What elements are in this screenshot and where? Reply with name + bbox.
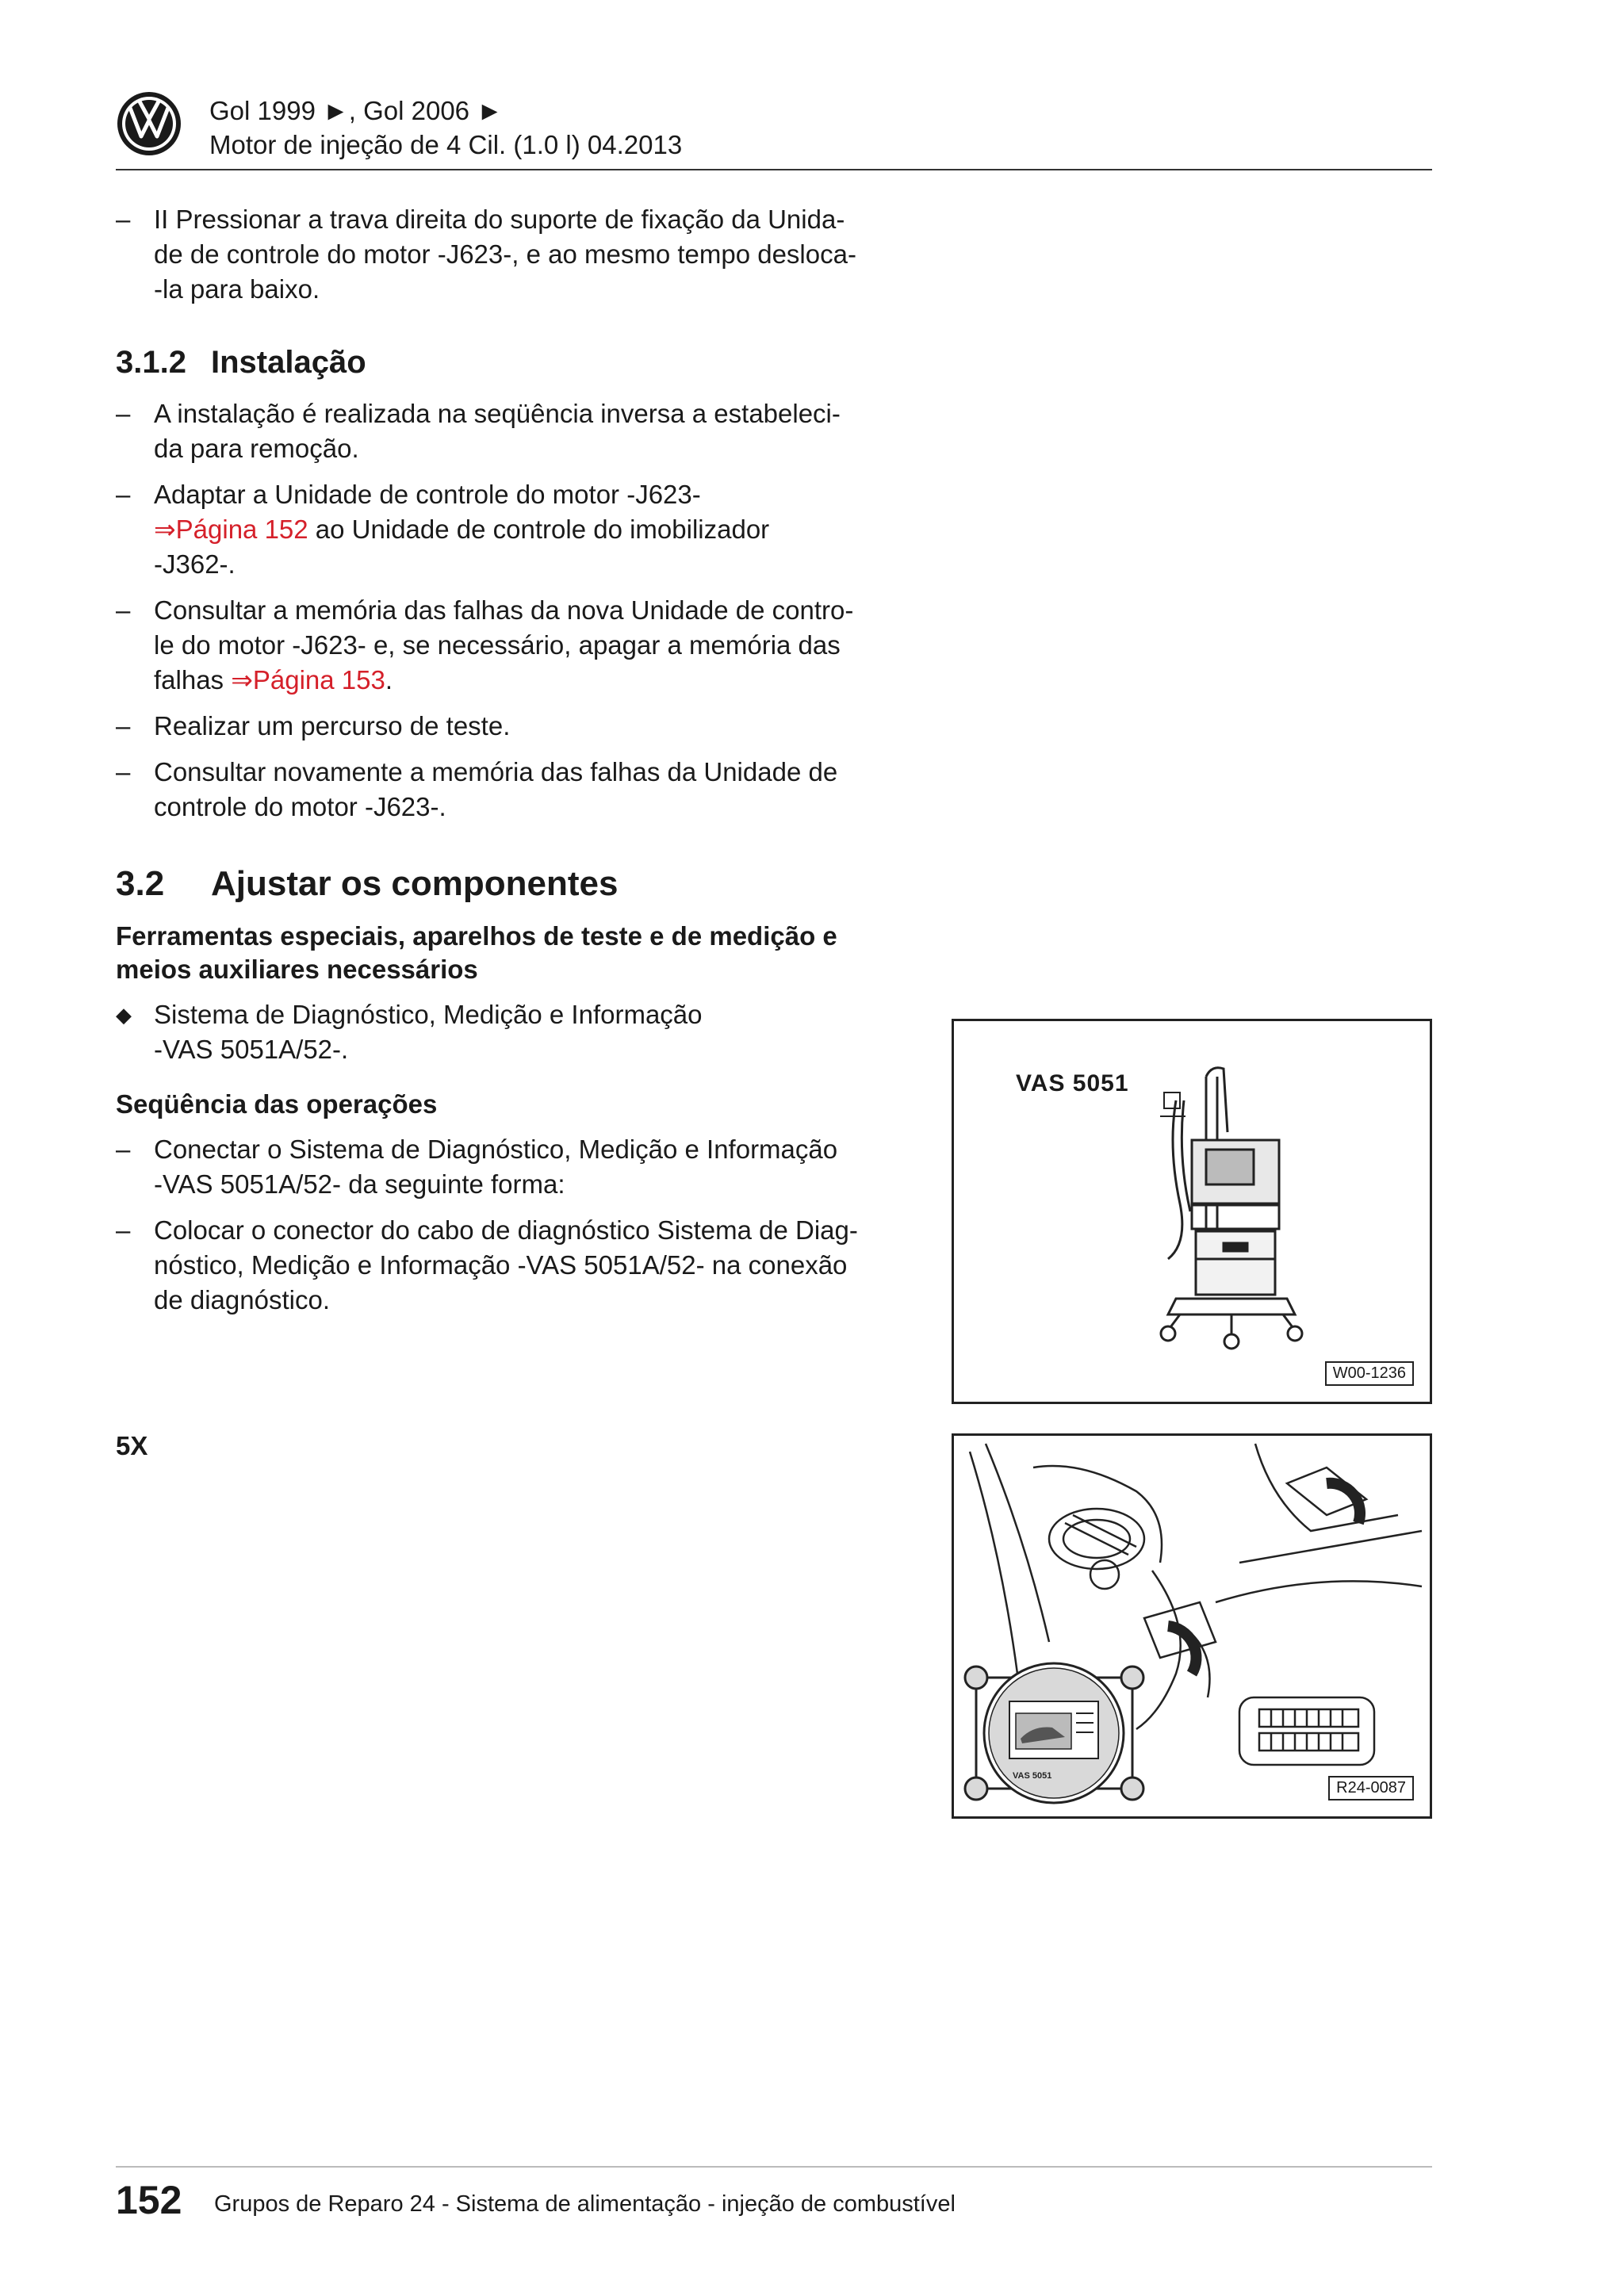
text-line: Realizar um percurso de teste. <box>154 711 511 740</box>
text-line: de diagnóstico. <box>154 1285 330 1314</box>
text-line: ⇒Página 152 ao Unidade de controle do imobilizador <box>154 515 770 544</box>
tools-heading: Ferramentas especiais, aparelhos de teste e de medição e meios auxiliares necessários <box>116 921 837 984</box>
operation-step <box>116 1132 909 1202</box>
vw-logo-icon <box>116 90 182 157</box>
section-title: Instalação <box>211 345 366 380</box>
dash-marker: – <box>116 1135 131 1164</box>
section-heading-32 <box>116 864 909 904</box>
text-line: controle do motor -J623-. <box>154 792 446 821</box>
text-line: Consultar novamente a memória das falhas da Unidade de <box>154 757 838 786</box>
text-line: Adaptar a Unidade de controle do motor -J623- <box>154 480 701 509</box>
header-rule <box>116 169 1432 170</box>
figure-diagnostic-connection <box>952 1433 1432 1819</box>
footer-rule <box>116 2166 1432 2168</box>
text-line: -VAS 5051A/52-. <box>154 1035 349 1064</box>
diamond-bullet-icon: ◆ <box>116 1003 132 1027</box>
install-step <box>116 709 909 744</box>
header-model: Gol 1999 ►, Gol 2006 ► <box>209 96 503 125</box>
tool-item <box>116 997 909 1067</box>
text-line: nóstico, Medição e Informação -VAS 5051A/52- na conexão <box>154 1250 848 1280</box>
text-line: Colocar o conector do cabo de diagnóstico Sistema de Diag- <box>154 1215 858 1245</box>
text-line: II Pressionar a trava direita do suporte de fixação da Unida- <box>154 205 845 234</box>
page-header <box>116 87 1432 170</box>
footer-text: Grupos de Reparo 24 - Sistema de alimentação - injeção de combustível <box>214 2191 956 2217</box>
dash-marker: – <box>116 757 131 786</box>
text-line: Sistema de Diagnóstico, Medição e Informação <box>154 1000 703 1029</box>
dash-marker: – <box>116 595 131 625</box>
text-line: -J362-. <box>154 549 236 579</box>
install-step <box>116 396 909 466</box>
install-step <box>116 593 909 698</box>
dash-marker: – <box>116 205 131 234</box>
text-line: Conectar o Sistema de Diagnóstico, Medição e Informação <box>154 1135 838 1164</box>
figure-code: R24-0087 <box>1328 1776 1414 1800</box>
figure-vas5051-cart <box>952 1019 1432 1404</box>
intro-step <box>116 202 909 307</box>
text-line: de de controle do motor -J623-, e ao mesmo tempo desloca- <box>154 239 856 269</box>
page-footer <box>116 2166 1432 2245</box>
text-line: -la para baixo. <box>154 274 320 304</box>
text-line: Consultar a memória das falhas da nova Unidade de contro- <box>154 595 854 625</box>
install-step <box>116 477 909 582</box>
dash-marker: – <box>116 1215 131 1245</box>
dash-marker: – <box>116 399 131 428</box>
page-number: 152 <box>116 2178 182 2222</box>
operations-heading: Seqüência das operações <box>116 1089 438 1119</box>
dash-marker: – <box>116 711 131 740</box>
main-content <box>116 202 909 1329</box>
inset-label: VAS 5051 <box>1013 1771 1052 1781</box>
section-title: Ajustar os componentes <box>211 864 619 903</box>
section-number: 3.1.2 <box>116 345 186 380</box>
side-tag: 5X <box>116 1431 148 1460</box>
text-line: le do motor -J623- e, se necessário, apagar a memória das <box>154 630 841 660</box>
dash-marker: – <box>116 480 131 509</box>
figure-code: W00-1236 <box>1325 1361 1414 1386</box>
page-link[interactable]: ⇒Página 153 <box>231 665 385 695</box>
header-text <box>209 94 682 162</box>
text-line: A instalação é realizada na seqüência inversa a estabeleci- <box>154 399 841 428</box>
page-link[interactable]: ⇒Página 152 <box>154 515 308 544</box>
operation-step <box>116 1213 909 1318</box>
header-engine: Motor de injeção de 4 Cil. (1.0 l) 04.2013 <box>209 130 683 159</box>
text-line: -VAS 5051A/52- da seguinte forma: <box>154 1169 565 1199</box>
section-number: 3.2 <box>116 864 165 903</box>
text-line: da para remoção. <box>154 434 359 463</box>
section-heading-312 <box>116 345 909 381</box>
figure-label: VAS 5051 <box>1016 1070 1129 1096</box>
dashboard-connector-illustration <box>954 1436 1430 1816</box>
text-line: falhas ⇒Página 153. <box>154 665 393 695</box>
install-step <box>116 755 909 825</box>
